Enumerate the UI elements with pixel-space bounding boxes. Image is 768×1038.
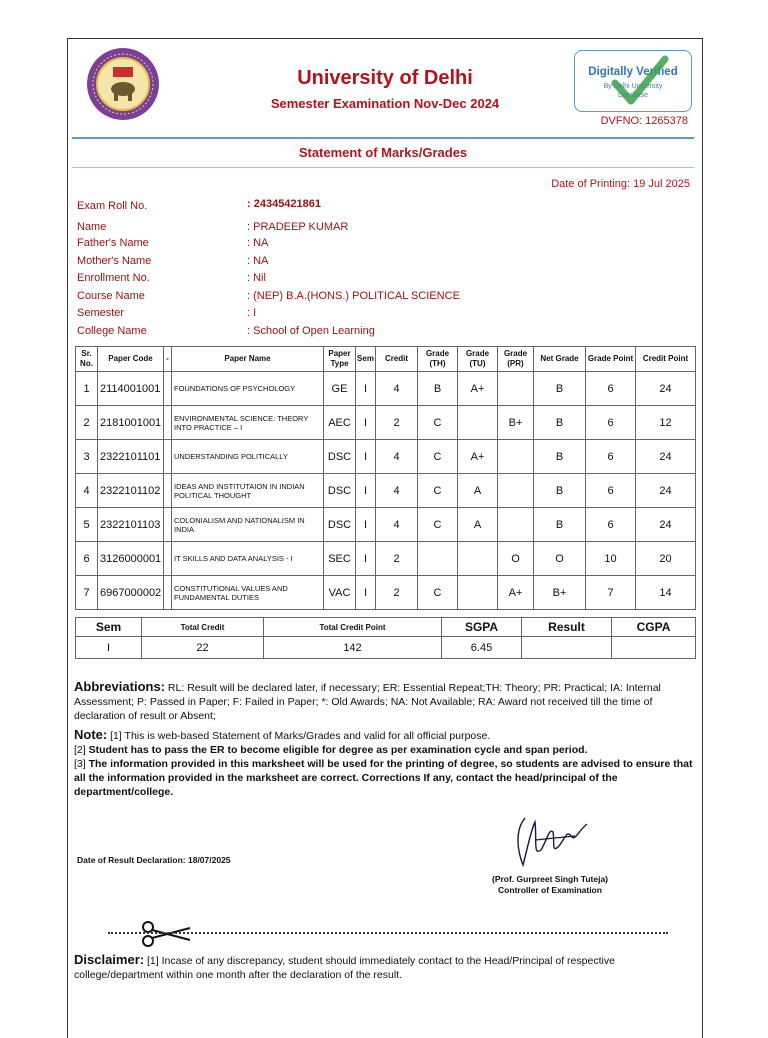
table-cell: I [356,372,376,406]
date-of-printing: Date of Printing: 19 Jul 2025 [551,178,690,190]
table-cell: I [356,440,376,474]
table-cell: 12 [636,406,696,440]
table-cell: B [534,372,586,406]
table-cell: 14 [636,576,696,610]
table-cell: C [418,576,458,610]
table-cell [164,406,172,440]
col-header: Paper Code [98,347,164,372]
dvf-number: DVFNO: 1265378 [600,115,688,127]
abbreviations-section [74,680,694,723]
table-cell: I [356,576,376,610]
summary-cell: 22 [142,637,264,659]
table-cell: IT SKILLS AND DATA ANALYSIS - I [172,542,324,576]
table-cell: CONSTITUTIONAL VALUES AND FUNDAMENTAL DUTIES [172,576,324,610]
course-value: : (NEP) B.A.(HONS.) POLITICAL SCIENCE [247,290,460,302]
col-header: Paper Name [172,347,324,372]
table-row [76,440,696,474]
header-divider [72,137,694,139]
table-cell: 3 [76,440,98,474]
table-cell: ENVIRONMENTAL SCIENCE: THEORY INTO PRACTICE – I [172,406,324,440]
table-cell: B+ [498,406,534,440]
name-value: : PRADEEP KUMAR [247,221,349,233]
mother-value: : NA [247,255,269,267]
summary-table [75,617,696,659]
table-cell: 2 [376,576,418,610]
table-cell: A [458,474,498,508]
mother-label: Mother's Name [77,255,152,267]
roll-label: Exam Roll No. [77,200,148,212]
table-cell: 2322101102 [98,474,164,508]
table-cell: C [418,474,458,508]
cut-line [108,932,668,938]
digitally-verified-badge [574,50,692,112]
table-cell: 24 [636,440,696,474]
table-cell: A+ [498,576,534,610]
note-1: [1] This is web-based Statement of Marks/Grades and valid for all official purpose. [107,730,491,742]
table-cell: 20 [636,542,696,576]
table-cell [164,440,172,474]
col-header: Net Grade [534,347,586,372]
table-cell: 2114001001 [98,372,164,406]
table-cell: B [534,440,586,474]
table-cell: 2322101103 [98,508,164,542]
university-title: University of Delhi [297,67,473,89]
college-value: : School of Open Learning [247,325,375,337]
table-cell: 4 [376,372,418,406]
signatory-name: (Prof. Gurpreet Singh Tuteja) [491,874,608,884]
table-cell: B [418,372,458,406]
marks-header-row [76,347,696,372]
table-cell: 1 [76,372,98,406]
table-row [76,508,696,542]
table-cell: DSC [324,474,356,508]
table-cell [498,372,534,406]
table-cell [164,372,172,406]
college-label: College Name [77,325,147,337]
semester-label: Semester [77,307,125,319]
summary-cell [612,637,696,659]
table-cell [458,542,498,576]
note-3: The information provided in this marksheet will be used for the printing of degree, so students are advised to ensure that all the information provided in the marksheet are correct. Corrections If any, contact the head/principal of the department/college. [74,758,693,798]
enrollment-label: Enrollment No. [77,272,150,284]
col-header: Total Credit Point [264,618,442,637]
col-header: Sr. No. [76,347,98,372]
table-cell [498,474,534,508]
father-value: : NA [247,237,269,249]
badge-title: Digitally Verified [588,66,678,78]
summary-cell: 6.45 [442,637,522,659]
col-header: Credit [376,347,418,372]
table-cell: 24 [636,508,696,542]
table-cell: 2 [376,406,418,440]
table-cell [164,508,172,542]
table-cell: SEC [324,542,356,576]
col-header: Result [522,618,612,637]
marks-table [75,346,696,610]
table-cell: 2322101101 [98,440,164,474]
table-cell: B [534,474,586,508]
semester-value: : I [247,307,257,319]
col-header: SGPA [442,618,522,637]
table-cell: A [458,508,498,542]
disclaimer-text: Incase of any discrepancy, student should immediately contact to the Head/Principal of respective college/department within one month after the declaration of the result. [74,955,615,981]
table-cell: 6 [586,440,636,474]
table-cell: 24 [636,372,696,406]
table-row [76,542,696,576]
table-cell: 7 [76,576,98,610]
abbreviations-title: Abbreviations: [74,679,166,694]
statement-title: Statement of Marks/Grades [298,145,468,160]
table-cell [418,542,458,576]
table-cell: 10 [586,542,636,576]
table-cell: 4 [376,474,418,508]
disclaimer-title: Disclaimer: [74,952,145,967]
abbreviations-text: RL: Result will be declared later, if necessary; ER: Essential Repeat;TH: Theory; PR: Practical; IA: Internal Assessment; P: Passed in Paper; F: Failed in Paper; *: Old Awards; NA: Not Available; RA: Award not received till the time of declaration of result or Absent; [74,682,661,722]
table-cell: 6967000002 [98,576,164,610]
table-cell: 6 [586,474,636,508]
table-cell: C [418,440,458,474]
roll-value: : 24345421861 [247,198,322,210]
table-cell: 7 [586,576,636,610]
table-cell: B [534,508,586,542]
summary-cell: 142 [264,637,442,659]
summary-header-row [76,618,696,637]
notes-section: Note: [1] This is web-based Statement of Marks/Grades and valid for all official purpose. [2] Student has to pass the ER to become eligible for degree as per examination cycle and span period. [3] The information provided in this marksheet will be used for the printing of degree, so students are advised to ensure that all the information provided in the marksheet are correct. Corrections If any, contact the head/principal of the department/college. [74,727,693,798]
table-cell: I [356,406,376,440]
col-header: CGPA [612,618,696,637]
table-cell: IDEAS AND INSTITUTAION IN INDIAN POLITICAL THOUGHT [172,474,324,508]
table-cell: 3126000001 [98,542,164,576]
col-header: Sem [76,618,142,637]
note-title: Note: [74,727,108,742]
table-cell: 2 [376,542,418,576]
table-cell [498,508,534,542]
table-cell: O [498,542,534,576]
table-cell: GE [324,372,356,406]
table-cell [458,576,498,610]
enrollment-value: : Nil [247,272,266,284]
table-cell [164,542,172,576]
table-row [76,474,696,508]
summary-row [76,637,696,659]
col-header: - [164,347,172,372]
table-cell [458,406,498,440]
table-row [76,372,696,406]
summary-cell [522,637,612,659]
col-header: Paper Type [324,347,356,372]
table-cell [498,440,534,474]
table-cell: 5 [76,508,98,542]
table-cell: 4 [76,474,98,508]
father-label: Father's Name [77,237,149,249]
table-cell: FOUNDATIONS OF PSYCHOLOGY [172,372,324,406]
table-cell: 4 [376,440,418,474]
course-label: Course Name [77,290,145,302]
disclaimer-section: Disclaimer: [1] Incase of any discrepancy, student should immediately contact to the Head/Principal of respective college/department within one month after the declaration of the result. [74,952,615,981]
col-header: Grade (TU) [458,347,498,372]
note-2: Student has to pass the ER to become eligible for degree as per examination cycle and span period. [88,744,588,756]
table-cell: 6 [76,542,98,576]
signatory-designation: Controller of Examination [498,885,602,895]
table-cell: DSC [324,508,356,542]
col-header: Total Credit [142,618,264,637]
table-cell: 2 [76,406,98,440]
table-cell: 24 [636,474,696,508]
name-label: Name [77,221,107,233]
table-cell: 6 [586,508,636,542]
col-header: Grade Point [586,347,636,372]
badge-subtitle: By Delhi University Database [603,83,663,99]
col-header: Grade (TH) [418,347,458,372]
table-cell: I [356,474,376,508]
table-cell [164,576,172,610]
table-cell: I [356,542,376,576]
table-cell: UNDERSTANDING POLITICALLY [172,440,324,474]
table-cell: B+ [534,576,586,610]
table-cell: C [418,406,458,440]
table-cell [164,474,172,508]
check-mark-icon [609,53,669,109]
table-cell: 6 [586,406,636,440]
summary-cell: I [76,637,142,659]
col-header: Sem [356,347,376,372]
table-cell: DSC [324,440,356,474]
table-cell: O [534,542,586,576]
exam-title: Semester Examination Nov-Dec 2024 [270,96,500,111]
table-cell: C [418,508,458,542]
table-row [76,406,696,440]
table-cell: I [356,508,376,542]
title-divider [72,167,694,168]
table-cell: 2181001001 [98,406,164,440]
table-cell: 6 [586,372,636,406]
col-header: Grade (PR) [498,347,534,372]
table-cell: A+ [458,440,498,474]
table-cell: VAC [324,576,356,610]
table-cell: 4 [376,508,418,542]
signature [505,810,595,877]
col-header: Credit Point [636,347,696,372]
university-logo [86,47,160,121]
result-declaration-date: Date of Result Declaration: 18/07/2025 [77,855,231,865]
table-cell: AEC [324,406,356,440]
table-row [76,576,696,610]
table-cell: A+ [458,372,498,406]
table-cell: COLONIALISM AND NATIONALISM IN INDIA [172,508,324,542]
table-cell: B [534,406,586,440]
